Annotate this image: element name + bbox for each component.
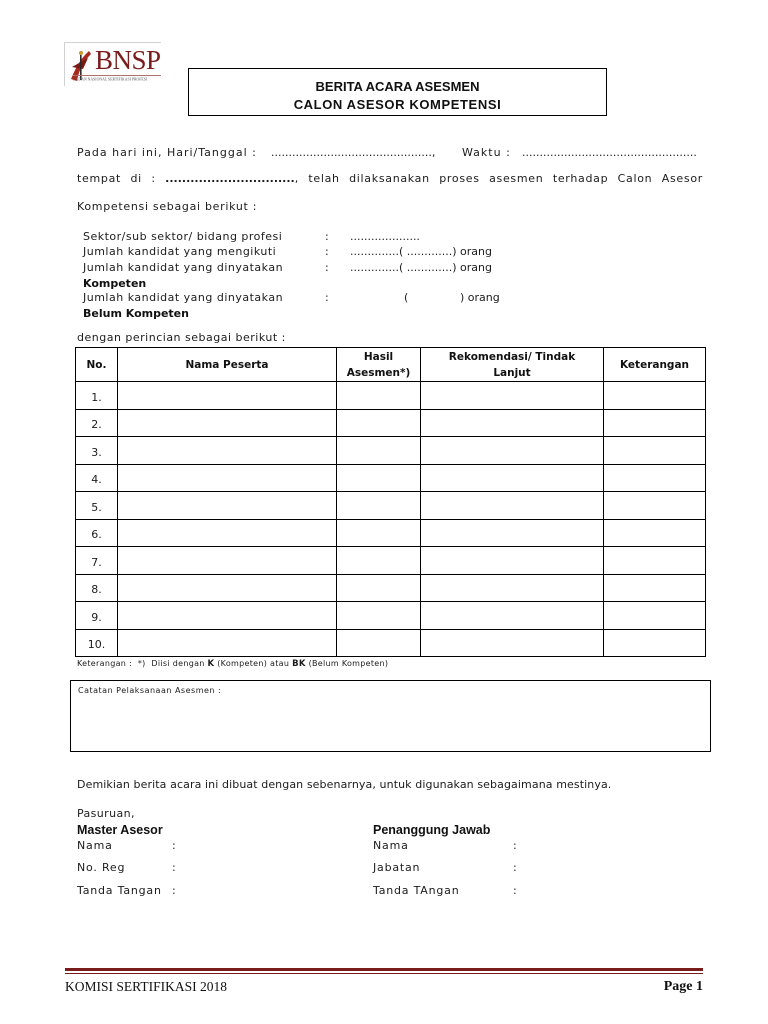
header-recommendation bbox=[421, 348, 604, 382]
cell-no: 9. bbox=[76, 602, 118, 630]
notes-box bbox=[70, 680, 711, 752]
info-separator: : bbox=[325, 291, 329, 304]
place-label: tempat di : bbox=[77, 172, 156, 185]
header-no: No. bbox=[76, 348, 118, 382]
place-fill-line: ............................... bbox=[165, 172, 295, 185]
cell-result bbox=[337, 409, 421, 437]
cell-no: 4. bbox=[76, 464, 118, 492]
cell-result bbox=[337, 464, 421, 492]
table-row bbox=[76, 464, 706, 492]
info-label-competent: Jumlah kandidat yang dinyatakan bbox=[83, 261, 284, 274]
header-notes: Keterangan bbox=[604, 348, 706, 382]
info-value-open: ( bbox=[404, 291, 409, 304]
info-value-sector: .................... bbox=[350, 230, 420, 243]
table-row bbox=[76, 492, 706, 520]
title-box bbox=[188, 68, 607, 116]
cell-result bbox=[337, 602, 421, 630]
title-line-2: CALON ASESOR KOMPETENSI bbox=[293, 97, 502, 112]
legend-text-a: Diisi dengan bbox=[151, 659, 205, 668]
cell-name bbox=[118, 492, 337, 520]
cell-notes bbox=[604, 574, 706, 602]
cell-name bbox=[118, 574, 337, 602]
cell-no: 2. bbox=[76, 409, 118, 437]
signature-left-field-name: Nama bbox=[77, 839, 113, 852]
signature-right-title: Penanggung Jawab bbox=[373, 823, 491, 837]
cell-result bbox=[337, 437, 421, 465]
table-row bbox=[76, 629, 706, 657]
place-continuation: , telah dilaksanakan proses asesmen terhadap Calon Asesor bbox=[294, 172, 703, 185]
signature-separator: : bbox=[513, 884, 517, 897]
info-separator: : bbox=[325, 245, 329, 258]
logo-wordmark: BNSP bbox=[95, 45, 161, 75]
place-line bbox=[77, 172, 703, 185]
cell-notes bbox=[604, 492, 706, 520]
table-header-row bbox=[76, 348, 706, 382]
cell-recommendation bbox=[421, 574, 604, 602]
info-status-competent: Kompeten bbox=[83, 277, 147, 290]
table-row bbox=[76, 602, 706, 630]
cell-recommendation bbox=[421, 547, 604, 575]
info-status-not-competent: Belum Kompeten bbox=[83, 307, 189, 320]
legend-code-k: K bbox=[207, 659, 215, 669]
cell-name bbox=[118, 629, 337, 657]
cell-recommendation bbox=[421, 492, 604, 520]
cell-recommendation bbox=[421, 382, 604, 410]
cell-result bbox=[337, 492, 421, 520]
signature-left-field-reg: No. Reg bbox=[77, 861, 126, 874]
cell-recommendation bbox=[421, 464, 604, 492]
info-label-participants: Jumlah kandidat yang mengikuti bbox=[83, 245, 277, 258]
legend-text-b: (Kompeten) atau bbox=[217, 659, 290, 668]
bnsp-logo bbox=[64, 42, 161, 86]
signature-right-field-sign: Tanda TAngan bbox=[373, 884, 460, 897]
cell-name bbox=[118, 547, 337, 575]
cell-no: 3. bbox=[76, 437, 118, 465]
signature-separator: : bbox=[172, 839, 176, 852]
signature-place: Pasuruan, bbox=[77, 807, 135, 820]
table-row bbox=[76, 519, 706, 547]
footer-rule-thick bbox=[65, 968, 703, 971]
info-separator: : bbox=[325, 261, 329, 274]
signature-left-title: Master Asesor bbox=[77, 823, 163, 837]
date-fill-line: .............................................., bbox=[271, 146, 436, 159]
cell-name bbox=[118, 409, 337, 437]
info-value-competent: ..............( .............) orang bbox=[350, 261, 492, 274]
cell-recommendation bbox=[421, 602, 604, 630]
cell-result bbox=[337, 519, 421, 547]
info-label-not-competent: Jumlah kandidat yang dinyatakan bbox=[83, 291, 284, 304]
title-line-1: BERITA ACARA ASESMEN bbox=[315, 79, 480, 94]
cell-notes bbox=[604, 437, 706, 465]
header-result bbox=[337, 348, 421, 382]
cell-no: 8. bbox=[76, 574, 118, 602]
cell-no: 6. bbox=[76, 519, 118, 547]
cell-recommendation bbox=[421, 409, 604, 437]
table-intro: dengan perincian sebagai berikut : bbox=[77, 331, 286, 344]
cell-name bbox=[118, 602, 337, 630]
signature-separator: : bbox=[513, 861, 517, 874]
legend-note bbox=[77, 659, 388, 669]
info-value-close: ) orang bbox=[460, 291, 500, 304]
table-row bbox=[76, 437, 706, 465]
notes-box-label: Catatan Pelaksanaan Asesmen : bbox=[78, 686, 222, 695]
logo-subtitle: BADAN NASIONAL SERTIFIKASI PROFESI bbox=[73, 77, 148, 82]
intro-continuation: Kompetensi sebagai berikut : bbox=[77, 200, 258, 213]
logo-divider bbox=[73, 75, 161, 76]
info-separator: : bbox=[325, 230, 329, 243]
signature-left-field-sign: Tanda Tangan bbox=[77, 884, 162, 897]
footer-commission: KOMISI SERTIFIKASI 2018 bbox=[65, 979, 227, 994]
cell-result bbox=[337, 547, 421, 575]
table-row bbox=[76, 547, 706, 575]
cell-notes bbox=[604, 547, 706, 575]
cell-no: 7. bbox=[76, 547, 118, 575]
header-name: Nama Peserta bbox=[118, 348, 337, 382]
header-result-line-1: Hasil bbox=[363, 350, 394, 363]
time-fill-line: .................................................. bbox=[522, 146, 697, 159]
participants-table bbox=[75, 347, 706, 657]
footer-rule-thin bbox=[65, 973, 703, 974]
legend-marker: *) bbox=[137, 659, 146, 668]
cell-no: 10. bbox=[76, 629, 118, 657]
table-row bbox=[76, 382, 706, 410]
cell-name bbox=[118, 519, 337, 547]
footer-page-number: Page 1 bbox=[663, 979, 703, 994]
legend-code-bk: BK bbox=[292, 659, 306, 669]
signature-separator: : bbox=[513, 839, 517, 852]
cell-recommendation bbox=[421, 519, 604, 547]
header-result-line-2: Asesmen*) bbox=[346, 366, 411, 379]
cell-notes bbox=[604, 519, 706, 547]
header-recommendation-line-1: Rekomendasi/ Tindak bbox=[448, 350, 576, 363]
info-value-participants: ..............( .............) orang bbox=[350, 245, 492, 258]
cell-notes bbox=[604, 382, 706, 410]
table-row bbox=[76, 409, 706, 437]
cell-no: 1. bbox=[76, 382, 118, 410]
time-label: Waktu : bbox=[462, 146, 511, 159]
cell-notes bbox=[604, 629, 706, 657]
cell-no: 5. bbox=[76, 492, 118, 520]
date-label: Pada hari ini, Hari/Tanggal : bbox=[77, 146, 257, 159]
cell-name bbox=[118, 464, 337, 492]
signature-right-field-name: Nama bbox=[373, 839, 409, 852]
cell-result bbox=[337, 382, 421, 410]
signature-separator: : bbox=[172, 861, 176, 874]
cell-notes bbox=[604, 409, 706, 437]
legend-label: Keterangan : bbox=[77, 659, 132, 668]
cell-result bbox=[337, 629, 421, 657]
cell-recommendation bbox=[421, 437, 604, 465]
cell-notes bbox=[604, 602, 706, 630]
closing-statement: Demikian berita acara ini dibuat dengan sebenarnya, untuk digunakan sebagaimana mestinya. bbox=[77, 778, 612, 791]
signature-separator: : bbox=[172, 884, 176, 897]
signature-right-field-position: Jabatan bbox=[373, 861, 421, 874]
cell-recommendation bbox=[421, 629, 604, 657]
table-row bbox=[76, 574, 706, 602]
header-recommendation-line-2: Lanjut bbox=[493, 366, 531, 379]
cell-notes bbox=[604, 464, 706, 492]
cell-name bbox=[118, 437, 337, 465]
cell-result bbox=[337, 574, 421, 602]
info-label-sector: Sektor/sub sektor/ bidang profesi bbox=[83, 230, 283, 243]
legend-text-c: (Belum Kompeten) bbox=[308, 659, 389, 668]
cell-name bbox=[118, 382, 337, 410]
